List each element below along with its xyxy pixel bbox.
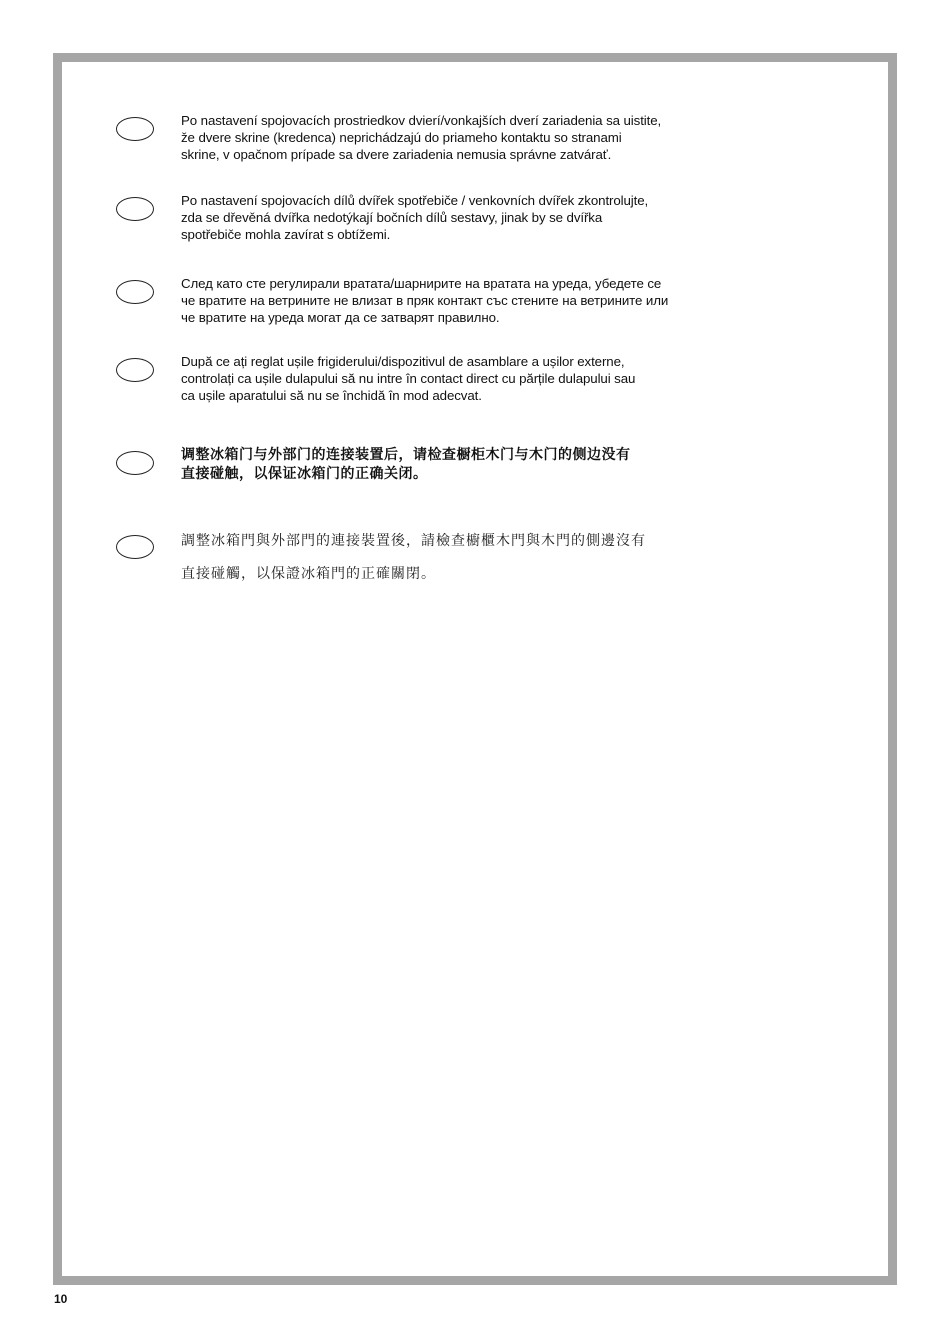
language-flag-placeholder-icon	[116, 117, 154, 141]
instruction-text-bg: След като сте регулирали вратата/шарнирите на вратата на уреда, убедете се че вратите на ветрините не влизат в пряк контакт със стените на ветрините или че вратите на уреда могат да се затварят правилно.	[181, 276, 669, 325]
instruction-text-sk: Po nastavení spojovacích prostriedkov dvierí/vonkajších dverí zariadenia sa uistite, že dvere skrine (kredenca) neprichádzajú do priameho kontaktu so stranami skrine, v opačnom prípade sa dvere zariadenia nemusia správne zatvárať.	[181, 113, 662, 162]
language-flag-placeholder-icon	[116, 358, 154, 382]
page-frame	[53, 53, 897, 1285]
language-flag-placeholder-icon	[116, 197, 154, 221]
instruction-text-zh-hant: 調整冰箱門與外部門的連接裝置後，請檢查櫥櫃木門與木門的側邊沒有 直接碰觸，以保證冰箱門的正確關閉。	[181, 532, 646, 581]
page-number: 10	[54, 1292, 68, 1306]
instruction-text-zh-hans: 调整冰箱门与外部门的连接装置后，请检查橱柜木门与木门的侧边没有 直接碰触，以保证冰箱门的正确关闭。	[181, 446, 631, 481]
language-flag-placeholder-icon	[116, 280, 154, 304]
language-flag-placeholder-icon	[116, 535, 154, 559]
instruction-text-cs: Po nastavení spojovacích dílů dvířek spotřebiče / venkovních dvířek zkontrolujte, zda se dřevěná dvířka nedotýkají bočních dílů sestavy, jinak by se dvířka spotřebiče mohla zavírat s obtížemi.	[181, 193, 649, 242]
instruction-text-ro: După ce ați reglat ușile frigiderului/dispozitivul de asamblare a ușilor externe, controlați ca ușile dulapului să nu intre în contact direct cu părțile dulapului sau ca ușile aparatului să nu se închidă în mod adecvat.	[181, 354, 636, 403]
language-flag-placeholder-icon	[116, 451, 154, 475]
